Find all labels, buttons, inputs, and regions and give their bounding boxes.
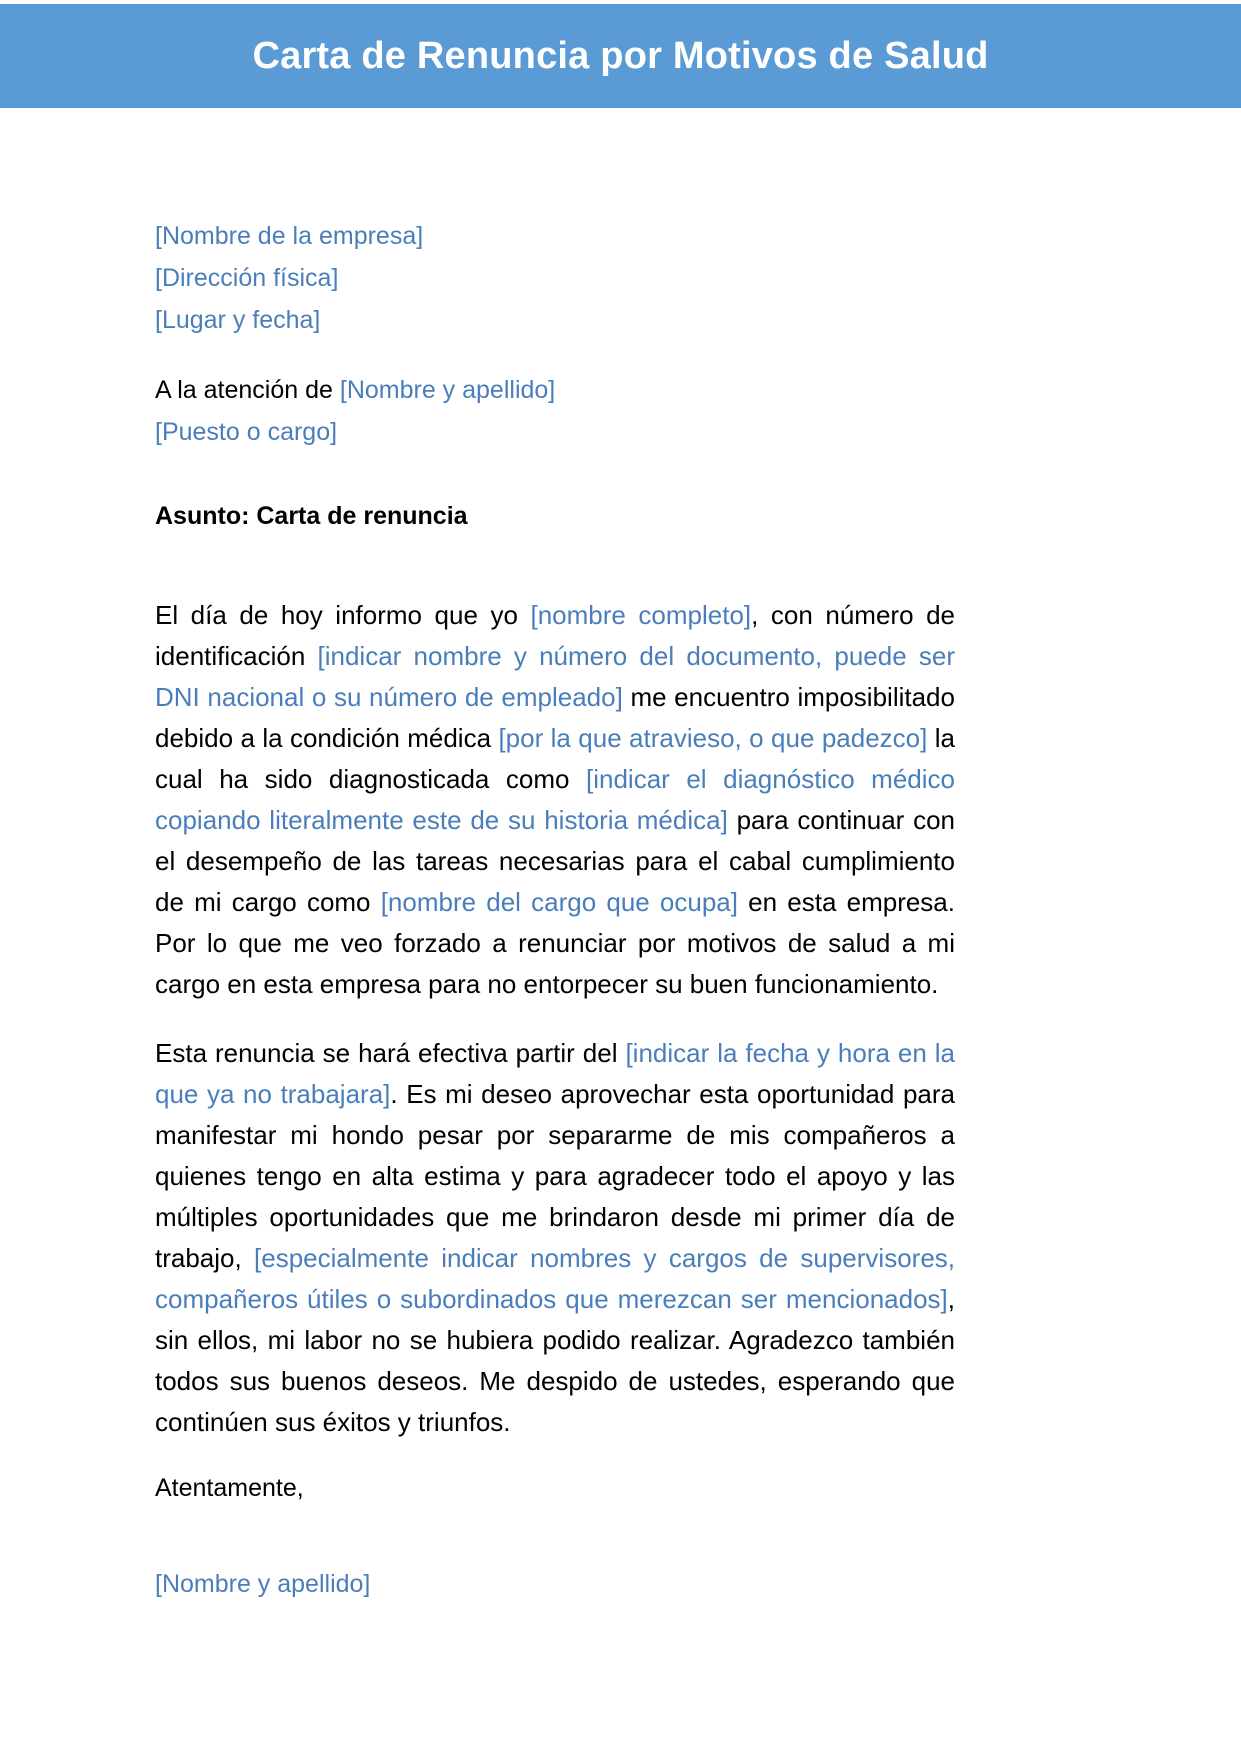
attention-position-placeholder: [Puesto o cargo]	[155, 418, 338, 446]
paragraph-two	[155, 1033, 955, 1443]
p1-segment-6: en esta empresa. Por lo que me veo forzado a renunciar por motivos de salud a mi cargo en esta empresa para no entorpecer su buen funcionamiento.	[155, 887, 955, 999]
paragraph-one	[155, 595, 955, 1005]
p2-placeholder-acknowledgements: [especialmente indicar nombres y cargos de supervisores, compañeros útiles o subordinados que merezcan ser mencionados]	[155, 1243, 956, 1314]
attention-label: A la atención de	[155, 376, 340, 404]
spacer-after-address	[155, 341, 955, 369]
p1-placeholder-full-name: [nombre completo]	[530, 600, 752, 630]
p1-placeholder-diagnosis: [indicar el diagnóstico médico copiando literalmente este de su historia médica]	[155, 764, 955, 835]
attention-block	[155, 369, 955, 453]
p1-placeholder-condition: [por la que atravieso, o que padezco]	[498, 723, 928, 753]
address-block	[155, 215, 955, 341]
p1-placeholder-document-id: [indicar nombre y número del documento, puede ser DNI nacional o su número de empleado]	[155, 641, 955, 712]
address-line-company: [Nombre de la empresa]	[155, 222, 424, 250]
address-line-place-date: [Lugar y fecha]	[155, 306, 321, 334]
attention-name-placeholder: [Nombre y apellido]	[339, 376, 556, 404]
p1-placeholder-job-title: [nombre del cargo que ocupa]	[380, 887, 738, 917]
p1-segment-4: la cual ha sido diagnosticada como	[155, 723, 955, 794]
subject-line: Asunto: Carta de renuncia	[155, 502, 468, 530]
p2-segment-2: . Es mi deseo aprovechar esta oportunidad para manifestar mi hondo pesar por separarme de mis compañeros a quienes tengo en alta estima y para agradecer todo el apoyo y las múltiples oportunidades que me brindaron desde mi primer día de trabajo,	[155, 1079, 955, 1273]
page-title: Carta de Renuncia por Motivos de Salud	[252, 34, 989, 77]
spacer-after-subject	[155, 533, 955, 595]
p1-segment-5: para continuar con el desempeño de las tareas necesarias para el cabal cumplimiento de mi cargo como	[155, 805, 955, 917]
spacer-after-attention	[155, 453, 955, 499]
spacer-before-signature	[155, 1505, 955, 1567]
address-line-street: [Dirección física]	[155, 264, 339, 292]
closing-line: Atentamente,	[155, 1474, 304, 1502]
signature-placeholder: [Nombre y apellido]	[155, 1570, 371, 1598]
p2-placeholder-effective-date: [indicar la fecha y hora en la que ya no trabajara]	[155, 1038, 955, 1109]
letter-body	[155, 215, 955, 1601]
spacer-after-paragraphs	[155, 1443, 955, 1471]
p1-segment-3: me encuentro imposibilitado debido a la condición médica	[155, 682, 955, 753]
p1-segment-2: , con número de identificación	[155, 600, 956, 671]
p2-segment-1: Esta renuncia se hará efectiva partir del	[155, 1038, 626, 1068]
p1-segment-1: El día de hoy informo que yo	[155, 600, 531, 630]
attention-line	[155, 369, 955, 411]
header-banner	[0, 4, 1241, 108]
p2-segment-3: , sin ellos, mi labor no se hubiera podido realizar. Agradezco también todos sus buenos deseos. Me despido de ustedes, esperando que continúen sus éxitos y triunfos.	[155, 1284, 955, 1437]
spacer-between-paragraphs	[155, 1005, 955, 1033]
